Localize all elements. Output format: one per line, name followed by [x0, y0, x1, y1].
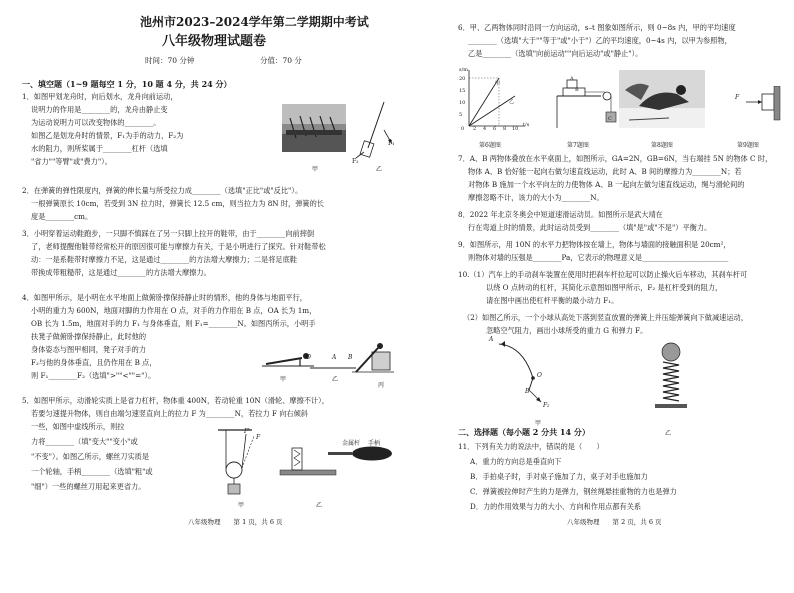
label-handle: 手柄: [368, 440, 381, 447]
option-d[interactable]: D．力的作用效果与力的大小、方向和作用点都有关系: [470, 502, 642, 511]
tick-y-5: 5: [459, 112, 463, 118]
q10-line: 请在图中画出使杠杆平衡的最小动力 F₁。: [486, 296, 619, 305]
exam-subtitle: 八年级物理试题卷: [162, 34, 267, 49]
q9-line: 9．如图所示，用 10N 的水平力把物体按在墙上，物体与墙面的接触面积是 20cm²，: [458, 240, 731, 249]
question-11: 11．下列有关力的说法中，错误的是（ ）: [458, 442, 604, 451]
q1-line: "省力""等臂"或"费力"）。: [31, 157, 112, 166]
q8-line: 行在弯道上时的情景，此时运动员受到________（填"是"或"不是"）平衡力。: [468, 223, 712, 232]
option-a[interactable]: A．重力的方向总是垂直向下: [470, 457, 562, 466]
stool-pushup-diagram: [352, 338, 394, 378]
label-metal-rod: 金属杆: [342, 440, 361, 447]
label-b: B: [575, 87, 579, 93]
q4-line: F₂与他的身体垂直，且仍作用在 B 点，: [31, 358, 157, 367]
axis-s-label: s/m: [459, 67, 468, 73]
q2-line: 一根弹簧原长 10cm，若受到 3N 拉力时，弹簧长 12.5 cm，则当拉力为 8N 时，弹簧的长: [31, 199, 324, 208]
handbrake-lever-diagram: [493, 338, 555, 412]
q5-line: "不变"）。如图乙所示，螺丝刀实质是: [31, 452, 150, 461]
q10-line: 以绕 O 点转动的杠杆，其简化示意图如图甲所示，F₂ 是杠杆受到的阻力，: [486, 283, 723, 292]
q3-line: 了，老师提醒他鞋带经常松开的原因很可能与摩擦力有关，于是小明进行了探究。针对鞋带松: [31, 242, 326, 251]
wall-block-diagram: [722, 86, 782, 122]
option-b[interactable]: B．手拍桌子时，手对桌子施加了力，桌子对手也施加力: [470, 472, 648, 481]
q5-line: 5．如图甲所示，动滑轮实质上是省力杠杆，物体重 400N，若动轮重 10N（滑轮、摩擦不计），: [22, 396, 329, 405]
q1-line: 1．如图甲划龙舟时，向后划水，龙舟向前运动，: [22, 92, 178, 101]
st-graph: [459, 66, 529, 134]
exam-time: 时间：70 分钟: [145, 56, 195, 65]
ball-spring-diagram: [651, 340, 691, 424]
caption-fig8: 第8题图: [651, 142, 673, 149]
q5-line: 力将________（填"变大""变小"或: [31, 437, 138, 446]
q1-caption-yi: 乙: [376, 166, 383, 173]
label-f-prime: F': [244, 428, 250, 435]
dragon-boat-photo: [282, 104, 346, 152]
q4-caption-jia: 甲: [280, 376, 287, 383]
point-a: A: [332, 354, 337, 361]
section-choice: 二、选择题（每小题 2 分共 14 分）: [458, 427, 590, 437]
q7-line: 7．A、B 两物体叠放在水平桌面上，如图所示，GA=2N，GB=6N，当右端挂 5N 的物体 C 时，: [458, 154, 773, 163]
tick-x-6: 6: [493, 126, 497, 132]
tick-x-8: 8: [503, 126, 507, 132]
caption-fig6: 第6题图: [479, 142, 501, 149]
q7-line: 摩擦忽略不计，该力的大小为________N。: [468, 193, 604, 202]
label-f: F: [256, 434, 261, 441]
q3-line: 动：一是系鞋带时摩擦力不足，这是通过________的方法增大摩擦力；二是将足底鞋: [31, 255, 297, 264]
tick-x-2: 2: [473, 126, 477, 132]
label-a: A: [570, 76, 574, 82]
label-force-f: F: [735, 94, 740, 101]
tick-x-10: 10: [512, 126, 519, 132]
tick-x-0: 0: [461, 126, 465, 132]
q5-line: 若要匀速提升物体，则自由端匀速竖直向上的拉力 F 为________N，若拉力 F 向右倾斜: [31, 409, 308, 418]
label-c: C: [608, 116, 612, 122]
q4-line: 则 F₁________F₂（选填">""<""="）。: [31, 371, 156, 380]
caption-fig7: 第7题图: [567, 142, 589, 149]
q7-line: 对物体 B 施加一个水平向左的力使物体 A、B 一起向左做匀速直线运动，绳与滑轮间的: [468, 180, 745, 189]
q8-line: 8．2022 年北京冬奥会中短道速滑运动员。如图所示是武大靖在: [458, 210, 663, 219]
q5-caption-jia: 甲: [238, 502, 245, 509]
paddle-lever-diagram: [354, 100, 394, 162]
line-yi-label: 乙: [509, 99, 515, 105]
q9-line: 则物体对墙的压强是________Pa，它表示的物理意义是________________________: [468, 253, 729, 262]
q10-caption-jia: 甲: [535, 420, 542, 427]
q3-line: 带换成带粗糙带，这是通过________的方法增大摩擦力。: [31, 268, 211, 277]
axis-t-label: t/s: [523, 122, 530, 128]
q4-line: 身体姿态与图甲相同，凳子对手的力: [31, 345, 147, 354]
section-fill-in: 一、填空题（1~9 题每空 1 分，10 题 4 分，共 24 分）: [22, 79, 232, 89]
tick-y-10: 10: [459, 100, 466, 106]
point-a-handbrake: A: [489, 336, 494, 343]
point-o: O: [306, 354, 311, 361]
f1-label: F₁: [388, 140, 395, 147]
q5-line: "细"）一些的螺丝刀用起来更省力。: [31, 482, 146, 491]
q4-line: 4．如图甲所示，是小明在水平地面上做俯卧撑保持静止时的情形，他的身体与地面平行，: [22, 293, 307, 302]
tick-x-4: 4: [483, 126, 487, 132]
q4-line: OB 长为 1.5m，地面对手的力 F₁ 与身体垂直，则 F₁=________N。如图丙所示，小明手: [31, 319, 316, 328]
tick-y-20: 20: [459, 76, 466, 82]
q10-line: （2）如图乙所示，一个小球从高处下落到竖直放置的弹簧上并压缩弹簧向下做减速运动，: [463, 313, 748, 322]
q1-line: 说明力的作用是________的，龙舟由静止变: [31, 105, 168, 114]
line-jia-label: 甲: [495, 81, 501, 87]
point-b: B: [348, 354, 353, 361]
q4-caption-yi: 乙: [332, 376, 339, 383]
exam-title: 池州市2023–2024学年第二学期期中考试: [140, 15, 369, 29]
q6-line: 乙是________（选填"向前运动""向后运动"或"静止"）。: [468, 49, 643, 58]
q5-line: 一些，如图中虚线所示，则拉: [31, 422, 125, 431]
speed-skating-photo: [619, 70, 705, 128]
q1-line: 如图乙是划龙舟时的情景，F₁为手的动力，F₂为: [31, 131, 184, 140]
screwdriver-diagram: [326, 444, 394, 464]
tick-y-15: 15: [459, 88, 466, 94]
q6-line: 6．甲、乙两物体同时沿同一方向运动，s–t 图象如图所示，则 0~8s 内，甲的平均速度: [458, 23, 736, 32]
q1-line: 为运动说明力可以改变物体的________。: [31, 118, 161, 127]
f2-label: F₂: [352, 158, 359, 165]
q1-line: 水的阻力，则所桨属于________杠杆（选填: [31, 144, 168, 153]
q5-line: 一个轮轴，手柄________（选填"粗"或: [31, 467, 153, 476]
q3-line: 3．小明穿着运动鞋跑步，一只脚不慎踩在了另一只脚上拉开的鞋带，由于________向前摔倒: [22, 229, 315, 238]
q1-caption-jia: 甲: [312, 166, 319, 173]
page-footer: 八年级物理 第 2 页，共 6 页: [567, 518, 662, 526]
q7-line: 物体 A、B 恰好能一起向右做匀速直线运动，此时 A、B 间的摩擦力为________N；若: [468, 167, 742, 176]
option-c[interactable]: C．弹簧被拉伸时产生的力是弹力，钢丝绳悬挂重物的力也是弹力: [470, 487, 677, 496]
point-o-handbrake: O: [537, 372, 542, 379]
page-2: [397, 0, 794, 593]
caption-fig9: 第9题图: [737, 142, 759, 149]
q6-line: ________（选填"大于""等于"或"小于"）乙的平均速度，0~4s 内，以甲为参照物，: [468, 36, 732, 45]
q10-line: 忽略空气阻力，画出小球所受的重力 G 和弹力 F。: [486, 326, 648, 335]
q4-caption-bing: 丙: [378, 382, 385, 389]
q10-caption-yi: 乙: [665, 430, 672, 437]
q10-line: 10.（1）汽车上的手动刹车装置在使用时把刹车杆拉起可以防止操火后车移动，其刹车杆可: [458, 270, 748, 279]
q4-line: 扶凳子做俯卧撑保持静止，此时他的: [31, 332, 147, 341]
page-footer: 八年级物理 第 1 页，共 6 页: [188, 518, 283, 526]
q2-line: 度是________cm。: [31, 212, 93, 221]
q2-line: 2．在弹簧的弹性限度内，弹簧的伸长量与所受拉力成________（选填"正比"或"反比"）。: [22, 186, 303, 195]
exam-score: 分值：70 分: [260, 56, 302, 65]
point-b-handbrake: B: [525, 388, 530, 395]
q5-caption-yi: 乙: [316, 502, 323, 509]
label-f2-handbrake: F₂: [543, 402, 550, 409]
block-pulley-diagram: [555, 72, 625, 130]
q4-line: 小明的重力为 600N，地面对脚的力作用在 O 点，对手的力作用在 B 点，OA 长为 1m，: [31, 306, 317, 315]
